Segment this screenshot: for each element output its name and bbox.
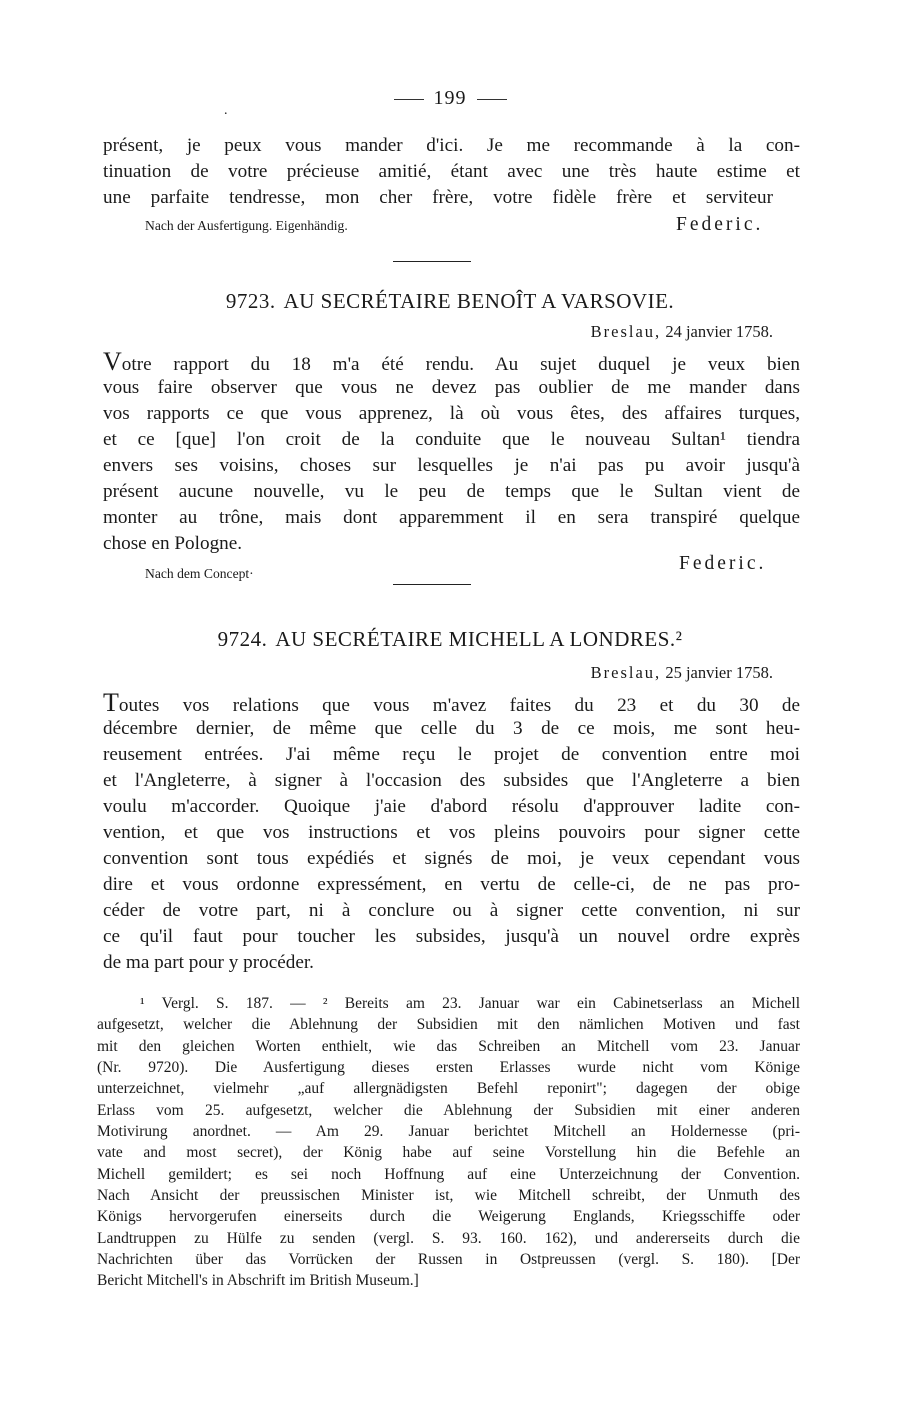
letter-line: dire et vous ordonne expressément, en vertu de celle-ci, de ne pas pro- (103, 874, 800, 895)
continuation-line: tinuation de votre précieuse amitié, étant avec une très haute estime et (103, 161, 800, 182)
letter-line: vention, et que vos instructions et vos pleins pouvoirs pour signer cette (103, 822, 800, 843)
letter-line: convention sont tous expédiés et signés de moi, je veux cependant vous (103, 848, 800, 869)
letter-line: et ce [que] l'on croit de la conduite que le nouveau Sultan¹ tiendra (103, 429, 800, 450)
footnote-line: Bericht Mitchell's in Abschrift im British Museum.] (97, 1272, 419, 1289)
page-header (0, 87, 900, 110)
letter-line: ce qu'il faut pour toucher les subsides, jusqu'à un nouvel ordre exprès (103, 926, 800, 947)
footnote-line: Motivirung anordnet. — Am 29. Januar berichtet Mitchell an Holdernesse (pri- (97, 1123, 800, 1140)
letter-line (103, 690, 800, 719)
letter-line: voulu m'accorder. Quoique j'aie d'abord résolu d'approuver ladite con- (103, 796, 800, 817)
letter-line: envers ses voisins, choses sur lesquelles je n'ai pas pu avoir jusqu'à (103, 455, 800, 476)
section-divider (393, 584, 471, 585)
section-divider (393, 261, 471, 262)
footnote-line: Landtruppen zu Hülfe zu senden (vergl. S. 93. 160. 162), und andererseits durch die (97, 1230, 800, 1247)
letter-line: chose en Pologne. (103, 533, 243, 554)
dateline (591, 322, 773, 342)
footnote-line: mit den gleichen Worten enthielt, wie das Schreiben an Mitchell vom 23. Januar (97, 1038, 800, 1055)
dropcap: V (103, 347, 122, 376)
source-note: Nach der Ausfertigung. Eigenhändig. (145, 218, 348, 233)
source-note: Nach dem Concept· (145, 566, 254, 581)
continuation-line: une parfaite tendresse, mon cher frère, votre fidèle frère et serviteur (103, 187, 773, 208)
footnote-line: (Nr. 9720). Die Ausfertigung dieses ersten Erlasses wurde nicht vom Könige (97, 1059, 800, 1076)
footnote-line: aufgesetzt, welcher die Ablehnung der Subsidien mit den nämlichen Motiven und fast (97, 1016, 800, 1033)
header-dash-right (477, 99, 507, 100)
letter-line-text: outes vos relations que vous m'avez faites du 23 et du 30 de (118, 695, 800, 716)
letter-heading (0, 627, 900, 652)
letter-line: monter au trône, mais dont apparemment il en sera transpiré quelque (103, 507, 800, 528)
footnote-line: Königs hervorgerufen einerseits durch die Weigerung Englands, Kriegsschiffe oder (97, 1208, 800, 1225)
letter-title: AU SECRÉTAIRE BENOÎT A VARSOVIE. (283, 289, 675, 313)
letter-line: et l'Angleterre, à signer à l'occasion des subsides que l'Angleterre a bien (103, 770, 800, 791)
letter-line: présent aucune nouvelle, vu le peu de temps que le Sultan vient de (103, 481, 800, 502)
letter-line-text: otre rapport du 18 m'a été rendu. Au sujet duquel je veux bien (121, 354, 800, 375)
footnote-line: unterzeichnet, vielmehr „auf allergnädigsten Befehl reponirt"; dagegen der obige (97, 1080, 800, 1097)
dateline-place: Breslau, (590, 663, 662, 682)
footnote-line: Michell gemildert; es sei noch Hoffnung auf eine Unterzeichnung der Convention. (97, 1166, 800, 1183)
signature: Federic. (679, 553, 767, 574)
dateline-date: 24 janvier 1758. (665, 322, 773, 341)
letter-title: AU SECRÉTAIRE MICHELL A LONDRES.² (275, 627, 683, 651)
dateline-date: 25 janvier 1758. (665, 663, 773, 682)
footnote-line: ¹ Vergl. S. 187. — ² Bereits am 23. Januar war ein Cabinetserlass an Michell (140, 995, 800, 1012)
letter-line: décembre dernier, de même que celle du 3 de ce mois, me sont heu- (103, 718, 800, 739)
page-number: 199 (433, 87, 467, 109)
letter-line (103, 349, 800, 378)
letter-number: 9723. (225, 289, 276, 313)
letter-heading (0, 289, 900, 314)
footnote-line: Nach Ansicht der preussischen Minister ist, wie Mitchell schreibt, der Unmuth des (97, 1187, 800, 1204)
letter-line: vos rapports ce que vous apprenez, là où vous êtes, des affaires turques, (103, 403, 800, 424)
continuation-line: présent, je peux vous mander d'ici. Je me recommande à la con- (103, 135, 800, 156)
dropcap: T (103, 688, 119, 717)
signature: Federic. (676, 214, 764, 235)
footnote-line: vate and most secret), der König habe auf seine Vorstellung hin die Befehle an (97, 1144, 800, 1161)
stray-dot: . (224, 103, 228, 118)
letter-line: reusement entrées. J'ai même reçu le projet de convention entre moi (103, 744, 800, 765)
letter-number: 9724. (217, 627, 268, 651)
letter-line: céder de votre part, ni à conclure ou à signer cette convention, ni sur (103, 900, 800, 921)
dateline-place: Breslau, (590, 322, 662, 341)
footnote-line: Nachrichten über das Vorrücken der Russen in Ostpreussen (vergl. S. 180). [Der (97, 1251, 800, 1268)
header-dash-left (394, 99, 424, 100)
dateline (591, 663, 773, 683)
letter-line: vous faire observer que vous ne devez pas oublier de me mander dans (103, 377, 800, 398)
letter-line: de ma part pour y procéder. (103, 952, 314, 973)
footnote-line: Erlass vom 25. aufgesetzt, welcher die Ablehnung der Subsidien mit einer anderen (97, 1102, 800, 1119)
